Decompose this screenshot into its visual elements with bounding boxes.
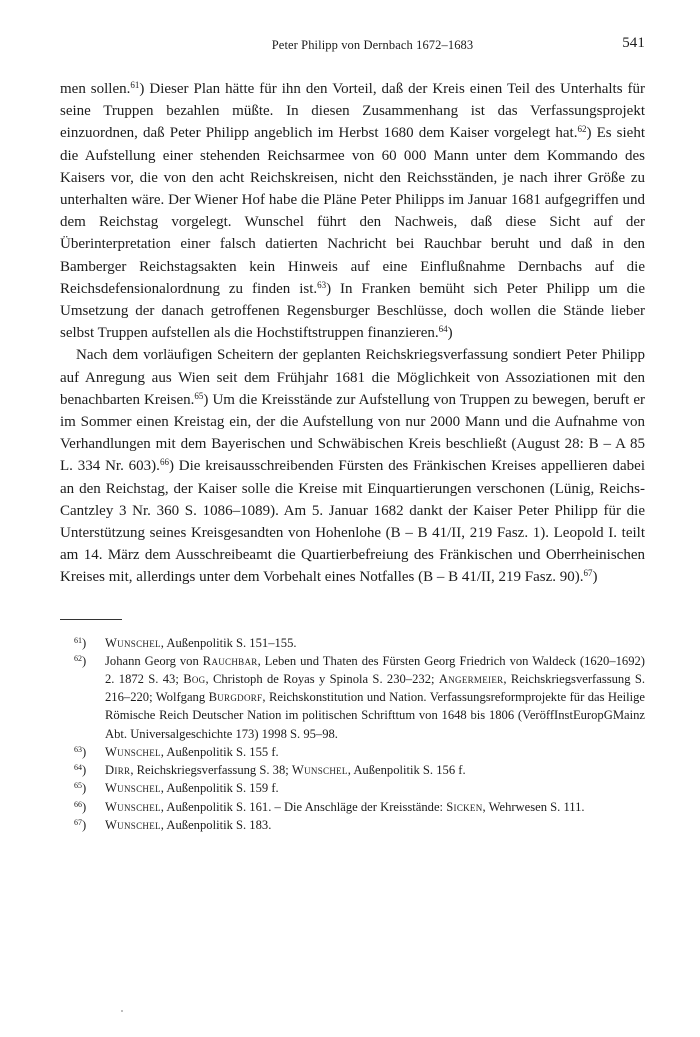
footnote-reference: 61 <box>130 80 140 90</box>
text-run: Johann Georg von <box>105 653 203 668</box>
running-head <box>60 35 645 60</box>
text-run: ) In Franken bemüht sich Peter Philipp um die Umsetzung der danach getroffenen Regensburger Beschlüsse, doch wollen die Stände lieber selbst Truppen aufstellen als die Hochstiftstruppen finanzieren. <box>60 280 645 342</box>
text-run: ) Es sieht die Aufstellung einer stehenden Reichsarmee von 60 000 Mann unter dem Kommando des Kaisers vor, die von den acht Reichskreisen, nicht den Reichsständen, je nach ihrer Größe zu unterhalten wäre. Der Wiener Hof habe die Pläne Peter Philipps im Januar 1681 aufgegriffen und dem Reichstag vorgelegt. Wunschel führt den Nachweis, daß diese Sicht auf der Überinterpretation einer falsch datierten Nachricht bei Rauchbar beruht und daß in den Bamberger Reichstagsakten kein Hinweis auf eine Einflußnahme Dernbachs auf die Reichsdefensionalordnung zu finden ist. <box>60 125 646 297</box>
footnote <box>60 761 645 779</box>
text-run: , Außenpolitik S. 155 f. <box>160 744 279 759</box>
footnote-marker: $^{64}$) <box>74 763 87 778</box>
author-name: Dirr <box>105 763 131 778</box>
author-name: Wunschel <box>105 744 161 759</box>
text-run: ) <box>447 325 453 342</box>
footnote-number: 63 <box>74 744 82 754</box>
text-run: Nach dem vorläufigen Scheitern der geplanten Reichskriegsverfassung sondiert Peter Philipp auf Anregung aus Wien seit dem Frühjahr 1681 die Möglichkeit von Assoziationen mit den benachbarten Kreisen. <box>60 347 645 408</box>
footnote-text <box>105 761 645 779</box>
body-text <box>60 78 645 589</box>
footnote <box>60 779 645 797</box>
author-name: Rauchbar <box>202 653 258 668</box>
footnote <box>60 798 645 816</box>
footnote-text <box>105 816 645 834</box>
page <box>60 35 646 834</box>
author-name: Burgdorf <box>208 690 263 705</box>
footnote-marker: $^{63}$) <box>74 744 87 759</box>
author-name: Wunschel <box>105 817 161 832</box>
footnote-number: 66 <box>74 799 82 809</box>
footnote-text <box>105 798 645 816</box>
footnote-marker: $^{67}$) <box>74 817 87 832</box>
author-name: Wunschel <box>105 781 161 796</box>
footnote <box>60 816 645 834</box>
footnote-marker: $^{65}$) <box>74 781 87 796</box>
text-run: , Leben und Thaten des Fürsten Georg Friedrich von Waldeck (1620–1692) 2. 1872 S. 43; <box>105 653 645 687</box>
footnotes <box>60 634 645 834</box>
footnote <box>60 652 645 743</box>
author-name: Wunschel <box>291 763 348 778</box>
footnote-number: 61 <box>74 635 82 645</box>
footnote-marker: $^{66}$) <box>74 799 87 814</box>
text-run: , Reichskonstitution und Nation. Verfassungsreformprojekte für das Heilige Römische Reich Deutscher Nation im politischen Schrifttum von 1648 bis 1806 (VeröffInstEuropGMainz Abt. Universalgeschichte 173) 1998 S. 95–98. <box>105 690 645 741</box>
text-run: , Wehrwesen S. 111. <box>482 799 585 814</box>
footnote-number: 64 <box>74 763 82 773</box>
author-name: Angermeier <box>438 672 504 687</box>
footnote-reference: 64 <box>438 324 448 335</box>
text-run: , Reichskriegsverfassung S. 216–220; Wolfgang <box>105 672 645 705</box>
footnote-reference: 66 <box>159 457 169 468</box>
page-speck <box>121 1010 123 1012</box>
footnote-reference: 63 <box>317 279 327 290</box>
footnote-text <box>105 652 645 743</box>
text-run: , Außenpolitik S. 151–155. <box>160 635 297 650</box>
footnote-number: 62 <box>74 653 82 663</box>
running-head-title: Peter Philipp von Dernbach 1672–1683 <box>271 38 474 52</box>
text-run: , Außenpolitik S. 161. – Die Anschläge der Kreisstände: <box>160 799 447 814</box>
footnote-text <box>105 779 645 797</box>
footnote-text <box>105 634 645 652</box>
text-run: ) Dieser Plan hätte für ihn den Vorteil, daß der Kreis einen Teil des Unterhalts für seine Truppen bezahlen müßte. In diesen Zusammenhang ist das Verfassungsprojekt einzuordnen, daß Peter Philipp angeblich im Herbst 1680 dem Kaiser vorgelegt hat. <box>60 81 645 142</box>
footnote-number: 67 <box>74 817 82 827</box>
footnote-reference: 67 <box>583 568 593 579</box>
author-name: Bog <box>183 672 206 687</box>
footnote <box>60 743 645 761</box>
footnote-separator <box>60 619 122 620</box>
paragraph <box>60 344 645 588</box>
text-run: ) <box>592 569 598 586</box>
text-run: , Außenpolitik S. 159 f. <box>160 781 279 796</box>
footnote <box>60 634 645 652</box>
author-name: Wunschel <box>105 635 161 650</box>
footnote-marker: $^{61}$) <box>74 635 87 650</box>
page-number: 541 <box>622 35 645 51</box>
text-run: ) Um die Kreisstände zur Aufstellung von Truppen zu bewegen, beruft er im Sommer einen Kreistag ein, der die Aufstellung von nur 2000 Mann und die Aufnahme von Verhandlungen mit dem Bayerischen und Schwäbischen Kreis beschließt (August 28: B – A 85 L. 334 Nr. 603). <box>60 391 645 475</box>
text-run: , Außenpolitik S. 183. <box>160 817 272 832</box>
footnote-reference: 62 <box>577 124 587 135</box>
author-name: Sicken <box>446 799 483 814</box>
text-run: , Reichskriegsverfassung S. 38; <box>130 763 292 778</box>
footnote-reference: 65 <box>194 390 204 401</box>
footnote-text <box>105 743 645 761</box>
paragraph <box>60 78 645 344</box>
text-run: , Christoph de Royas y Spinola S. 230–232; <box>205 672 439 687</box>
author-name: Wunschel <box>105 799 161 814</box>
text-run: men sollen. <box>60 81 131 97</box>
text-run: ) Die kreisausschreibenden Fürsten des Fränkischen Kreises appellieren dabei an den Reichstag, der Kaiser solle die Kreise mit Einquartierungen verschonen (Lünig, Reichs-Cantzley 3 Nr. 360 S. 1086–1089). Am 5. Januar 1682 dankt der Kaiser Peter Philipp für die Unterstützung seines Kreisgesandten von Hohenlohe (B – B 41/II, 219 Fasz. 1). Leopold I. teilt am 14. März dem Ausschreibeamt die Quartierbefreiung des Fränkischen und Oberrheinischen Kreises mit, allerdings unter dem Vorbehalt eines Notfalles (B – B 41/II, 219 Fasz. 90). <box>60 458 645 586</box>
text-run: , Außenpolitik S. 156 f. <box>347 763 466 778</box>
footnote-marker: $^{62}$) <box>74 653 87 668</box>
footnote-number: 65 <box>74 781 82 791</box>
